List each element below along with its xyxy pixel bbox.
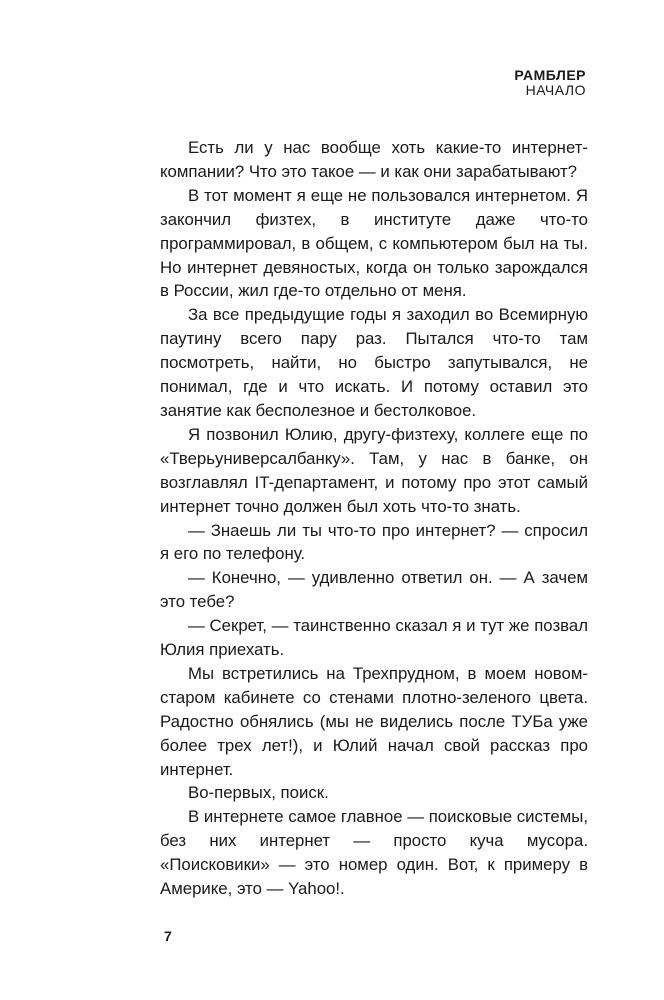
paragraph: Есть ли у нас вообще хоть какие-то интернет-компании? Что это такое — и как они зарабатывают? [160, 138, 588, 181]
paragraph: В интернете самое главное — поисковые системы, без них интернет — просто куча мусора. «Поисковики» — это номер один. Вот, к примеру в Америке, это — Yahoo!. [160, 807, 588, 899]
book-title: РАМБЛЕР [514, 67, 586, 83]
chapter-title: НАЧАЛО [525, 82, 586, 99]
paragraph: — Знаешь ли ты что-то про интернет? — спросил я его по телефону. [160, 520, 588, 564]
running-head [514, 68, 586, 99]
paragraph: За все предыдущие годы я заходил во Всемирную паутину всего пару раз. Пытался что-то там посмотреть, найти, но быстро запутывался, не понимал, где и что искать. И потому оставил это занятие как бесполезное и бестолковое. [160, 305, 588, 420]
paragraph: Я позвонил Юлию, другу-физтеху, коллеге еще по «Тверьуниверсалбанку». Там, у нас в банке, он возглавлял IT-департамент, и потому про этот самый интернет точно должен был хоть что-то знать. [160, 424, 588, 516]
body-text [160, 136, 588, 901]
paragraph: Во-первых, поиск. [188, 783, 329, 803]
page-number: 7 [164, 928, 172, 944]
paragraph: — Секрет, — таинственно сказал я и тут же позвал Юлия приехать. [160, 616, 588, 660]
paragraph: Мы встретились на Трехпрудном, в моем новом-старом кабинете со стенами плотно-зеленого цвета. Радостно обнялись (мы не виделись после ТУБа уже более трех лет!), и Юлий начал свой рассказ про интернет. [160, 663, 588, 779]
paragraph: — Конечно, — удивленно ответил он. — А зачем это тебе? [160, 568, 588, 612]
paragraph: В тот момент я еще не пользовался интернетом. Я закончил физтех, в институте даже что-то программировал, в общем, с компьютером был на ты. Но интернет девяностых, когда он только зарождался в России, жил где-то отдельно от меня. [160, 185, 588, 301]
